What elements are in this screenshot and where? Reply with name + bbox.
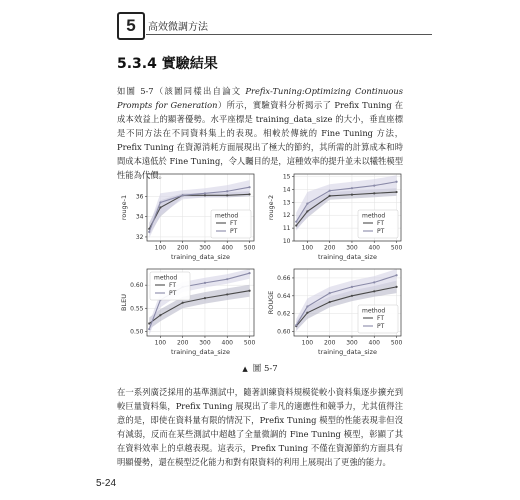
data-point-pt bbox=[182, 194, 184, 196]
data-point-pt bbox=[226, 190, 228, 192]
data-point-pt bbox=[306, 305, 308, 307]
x-tick-label: 300 bbox=[199, 244, 211, 252]
y-axis-label: rouge-1 bbox=[120, 194, 128, 221]
x-tick-label: 400 bbox=[368, 339, 380, 347]
data-point-pt bbox=[204, 192, 206, 194]
x-tick-label: 500 bbox=[390, 244, 403, 252]
data-point-pt bbox=[159, 201, 161, 203]
x-tick-label: 200 bbox=[176, 244, 189, 252]
data-point-ft bbox=[373, 192, 375, 194]
data-point-pt bbox=[148, 231, 150, 233]
legend-label-pt: PT bbox=[377, 323, 385, 330]
y-tick-label: 0.60 bbox=[130, 282, 144, 290]
data-point-pt bbox=[351, 286, 353, 288]
figure-5-7 bbox=[117, 168, 411, 358]
section-title: 5.3.4 實驗結果 bbox=[117, 56, 218, 72]
data-point-ft bbox=[182, 302, 184, 304]
data-point-ft bbox=[306, 312, 308, 314]
results-paragraph: 在一系列廣泛採用的基準測試中，隨著訓練資料規模從較小資料集逐步擴充到較巨量資料集，Prefix Tuning 展現出了非凡的適應性和競爭力，尤其值得注意的是，即使在資料量有限的情況下，Prefix Tuning 模型的性能表現非但沒有減弱，反而在某些測試中超越了全量微調的 Fine Tuning 模型，彰顯了其在資料效率上的卓越表現。這表示，Prefix Tuning 不僅在資源節約方面具有明顯優勢，還在模型泛化能力和對有限資料的利用上展現出了更強的能力。 bbox=[117, 387, 403, 467]
header-rule bbox=[146, 34, 432, 35]
x-tick-label: 300 bbox=[346, 339, 358, 347]
x-tick-label: 100 bbox=[154, 244, 167, 252]
data-point-pt bbox=[248, 272, 250, 274]
data-point-pt bbox=[148, 328, 150, 330]
y-tick-label: 0.55 bbox=[130, 305, 144, 313]
data-point-ft bbox=[248, 193, 250, 195]
caption-text: 圖 5-7 bbox=[252, 364, 278, 374]
y-tick-label: 0.60 bbox=[277, 328, 291, 336]
y-tick-label: 0.62 bbox=[277, 310, 291, 318]
y-axis-label: ROUGE bbox=[267, 290, 275, 315]
y-tick-label: 0.64 bbox=[277, 292, 291, 300]
x-tick-label: 100 bbox=[301, 244, 314, 252]
chapter-title: 高效微調方法 bbox=[148, 22, 208, 33]
legend-title: method bbox=[362, 307, 386, 315]
legend-label-pt: PT bbox=[377, 228, 385, 235]
chart-svg bbox=[264, 263, 411, 358]
data-point-ft bbox=[395, 191, 397, 193]
legend-label-ft: FT bbox=[169, 282, 177, 289]
data-point-pt bbox=[329, 190, 331, 192]
data-point-pt bbox=[373, 184, 375, 186]
data-point-ft bbox=[351, 295, 353, 297]
chart-rouge-2 bbox=[264, 168, 411, 263]
y-axis-label: rouge-2 bbox=[267, 194, 275, 221]
y-tick-label: 34 bbox=[135, 213, 144, 221]
data-point-pt bbox=[248, 186, 250, 188]
data-point-pt bbox=[373, 281, 375, 283]
chart-svg bbox=[264, 168, 411, 263]
chart-rouge-1 bbox=[117, 168, 264, 263]
data-point-ft bbox=[159, 206, 161, 208]
x-tick-label: 100 bbox=[301, 339, 314, 347]
chart-rouge bbox=[264, 263, 411, 358]
data-point-pt bbox=[226, 278, 228, 280]
x-tick-label: 300 bbox=[346, 244, 358, 252]
data-point-ft bbox=[351, 194, 353, 196]
page-number: 5-24 bbox=[96, 478, 117, 489]
data-point-pt bbox=[306, 203, 308, 205]
y-axis-label: BLEU bbox=[120, 294, 128, 311]
data-point-pt bbox=[295, 221, 297, 223]
x-tick-label: 400 bbox=[368, 244, 380, 252]
y-tick-label: 0.66 bbox=[277, 274, 291, 282]
data-point-ft bbox=[148, 322, 150, 324]
x-axis-label: training_data_size bbox=[318, 348, 377, 356]
chart-svg bbox=[117, 263, 264, 358]
y-tick-label: 36 bbox=[135, 193, 144, 201]
x-tick-label: 400 bbox=[221, 244, 233, 252]
data-point-pt bbox=[329, 292, 331, 294]
caption-triangle-icon: ▲ bbox=[242, 365, 248, 373]
legend-label-ft: FT bbox=[377, 220, 385, 227]
legend-label-ft: FT bbox=[377, 315, 385, 322]
data-point-ft bbox=[329, 195, 331, 197]
page-header bbox=[0, 0, 520, 40]
x-tick-label: 500 bbox=[243, 244, 256, 252]
data-point-pt bbox=[395, 181, 397, 183]
x-tick-label: 200 bbox=[323, 339, 336, 347]
x-tick-label: 300 bbox=[199, 339, 211, 347]
legend-label-pt: PT bbox=[169, 290, 177, 297]
y-tick-label: 13 bbox=[282, 199, 291, 207]
y-tick-label: 0.50 bbox=[130, 328, 144, 336]
data-point-ft bbox=[306, 210, 308, 212]
x-axis-label: training_data_size bbox=[171, 253, 230, 261]
chapter-number-badge: 5 bbox=[117, 12, 145, 40]
intro-body: ）所示，實驗資料分析揭示了 Prefix Tuning 在成本效益上的顯著優勢。水平座標是 training_data_size 的大小，垂直座標是不同方法在不同資料集上的表現。相較於傳統的 Fine Tuning 方法，Prefix Tuning 在資源消耗方面展現出了極大的節約，其所需的計算成本和時間成本遠低於 Fine Tuning，令人矚目的是，這種效率的提升並未以犧牲模型性能為代價。 bbox=[117, 100, 404, 180]
data-point-ft bbox=[204, 297, 206, 299]
data-point-ft bbox=[226, 293, 228, 295]
legend-title: method bbox=[154, 274, 178, 282]
legend-title: method bbox=[362, 212, 386, 220]
x-tick-label: 500 bbox=[390, 339, 403, 347]
legend-label-ft: FT bbox=[230, 220, 238, 227]
figure-caption bbox=[0, 362, 520, 374]
chart-svg bbox=[117, 168, 264, 263]
data-point-pt bbox=[351, 187, 353, 189]
x-axis-label: training_data_size bbox=[318, 253, 377, 261]
data-point-ft bbox=[373, 290, 375, 292]
data-point-ft bbox=[248, 290, 250, 292]
y-tick-label: 10 bbox=[282, 238, 291, 245]
intro-lead: 如圖 5-7（該圖同樣出自論文 bbox=[117, 86, 246, 96]
data-point-pt bbox=[204, 282, 206, 284]
data-point-ft bbox=[204, 194, 206, 196]
data-point-ft bbox=[295, 224, 297, 226]
chart-bleu bbox=[117, 263, 264, 358]
data-point-ft bbox=[226, 194, 228, 196]
x-tick-label: 200 bbox=[176, 339, 189, 347]
x-tick-label: 500 bbox=[243, 339, 256, 347]
data-point-ft bbox=[395, 286, 397, 288]
data-point-pt bbox=[395, 274, 397, 276]
data-point-ft bbox=[159, 314, 161, 316]
data-point-pt bbox=[295, 324, 297, 326]
y-tick-label: 15 bbox=[282, 173, 291, 181]
y-tick-label: 12 bbox=[282, 212, 291, 220]
x-tick-label: 100 bbox=[154, 339, 167, 347]
x-tick-label: 400 bbox=[221, 339, 233, 347]
y-tick-label: 14 bbox=[282, 186, 291, 194]
legend-label-pt: PT bbox=[230, 228, 238, 235]
y-tick-label: 11 bbox=[282, 225, 291, 233]
x-axis-label: training_data_size bbox=[171, 348, 230, 356]
x-tick-label: 200 bbox=[323, 244, 336, 252]
y-tick-label: 32 bbox=[135, 233, 144, 241]
legend-title: method bbox=[215, 212, 239, 220]
paper-title: Prefix-Tuning:Optimizing Continuous Prompts for Generation bbox=[117, 86, 403, 110]
data-point-ft bbox=[329, 301, 331, 303]
